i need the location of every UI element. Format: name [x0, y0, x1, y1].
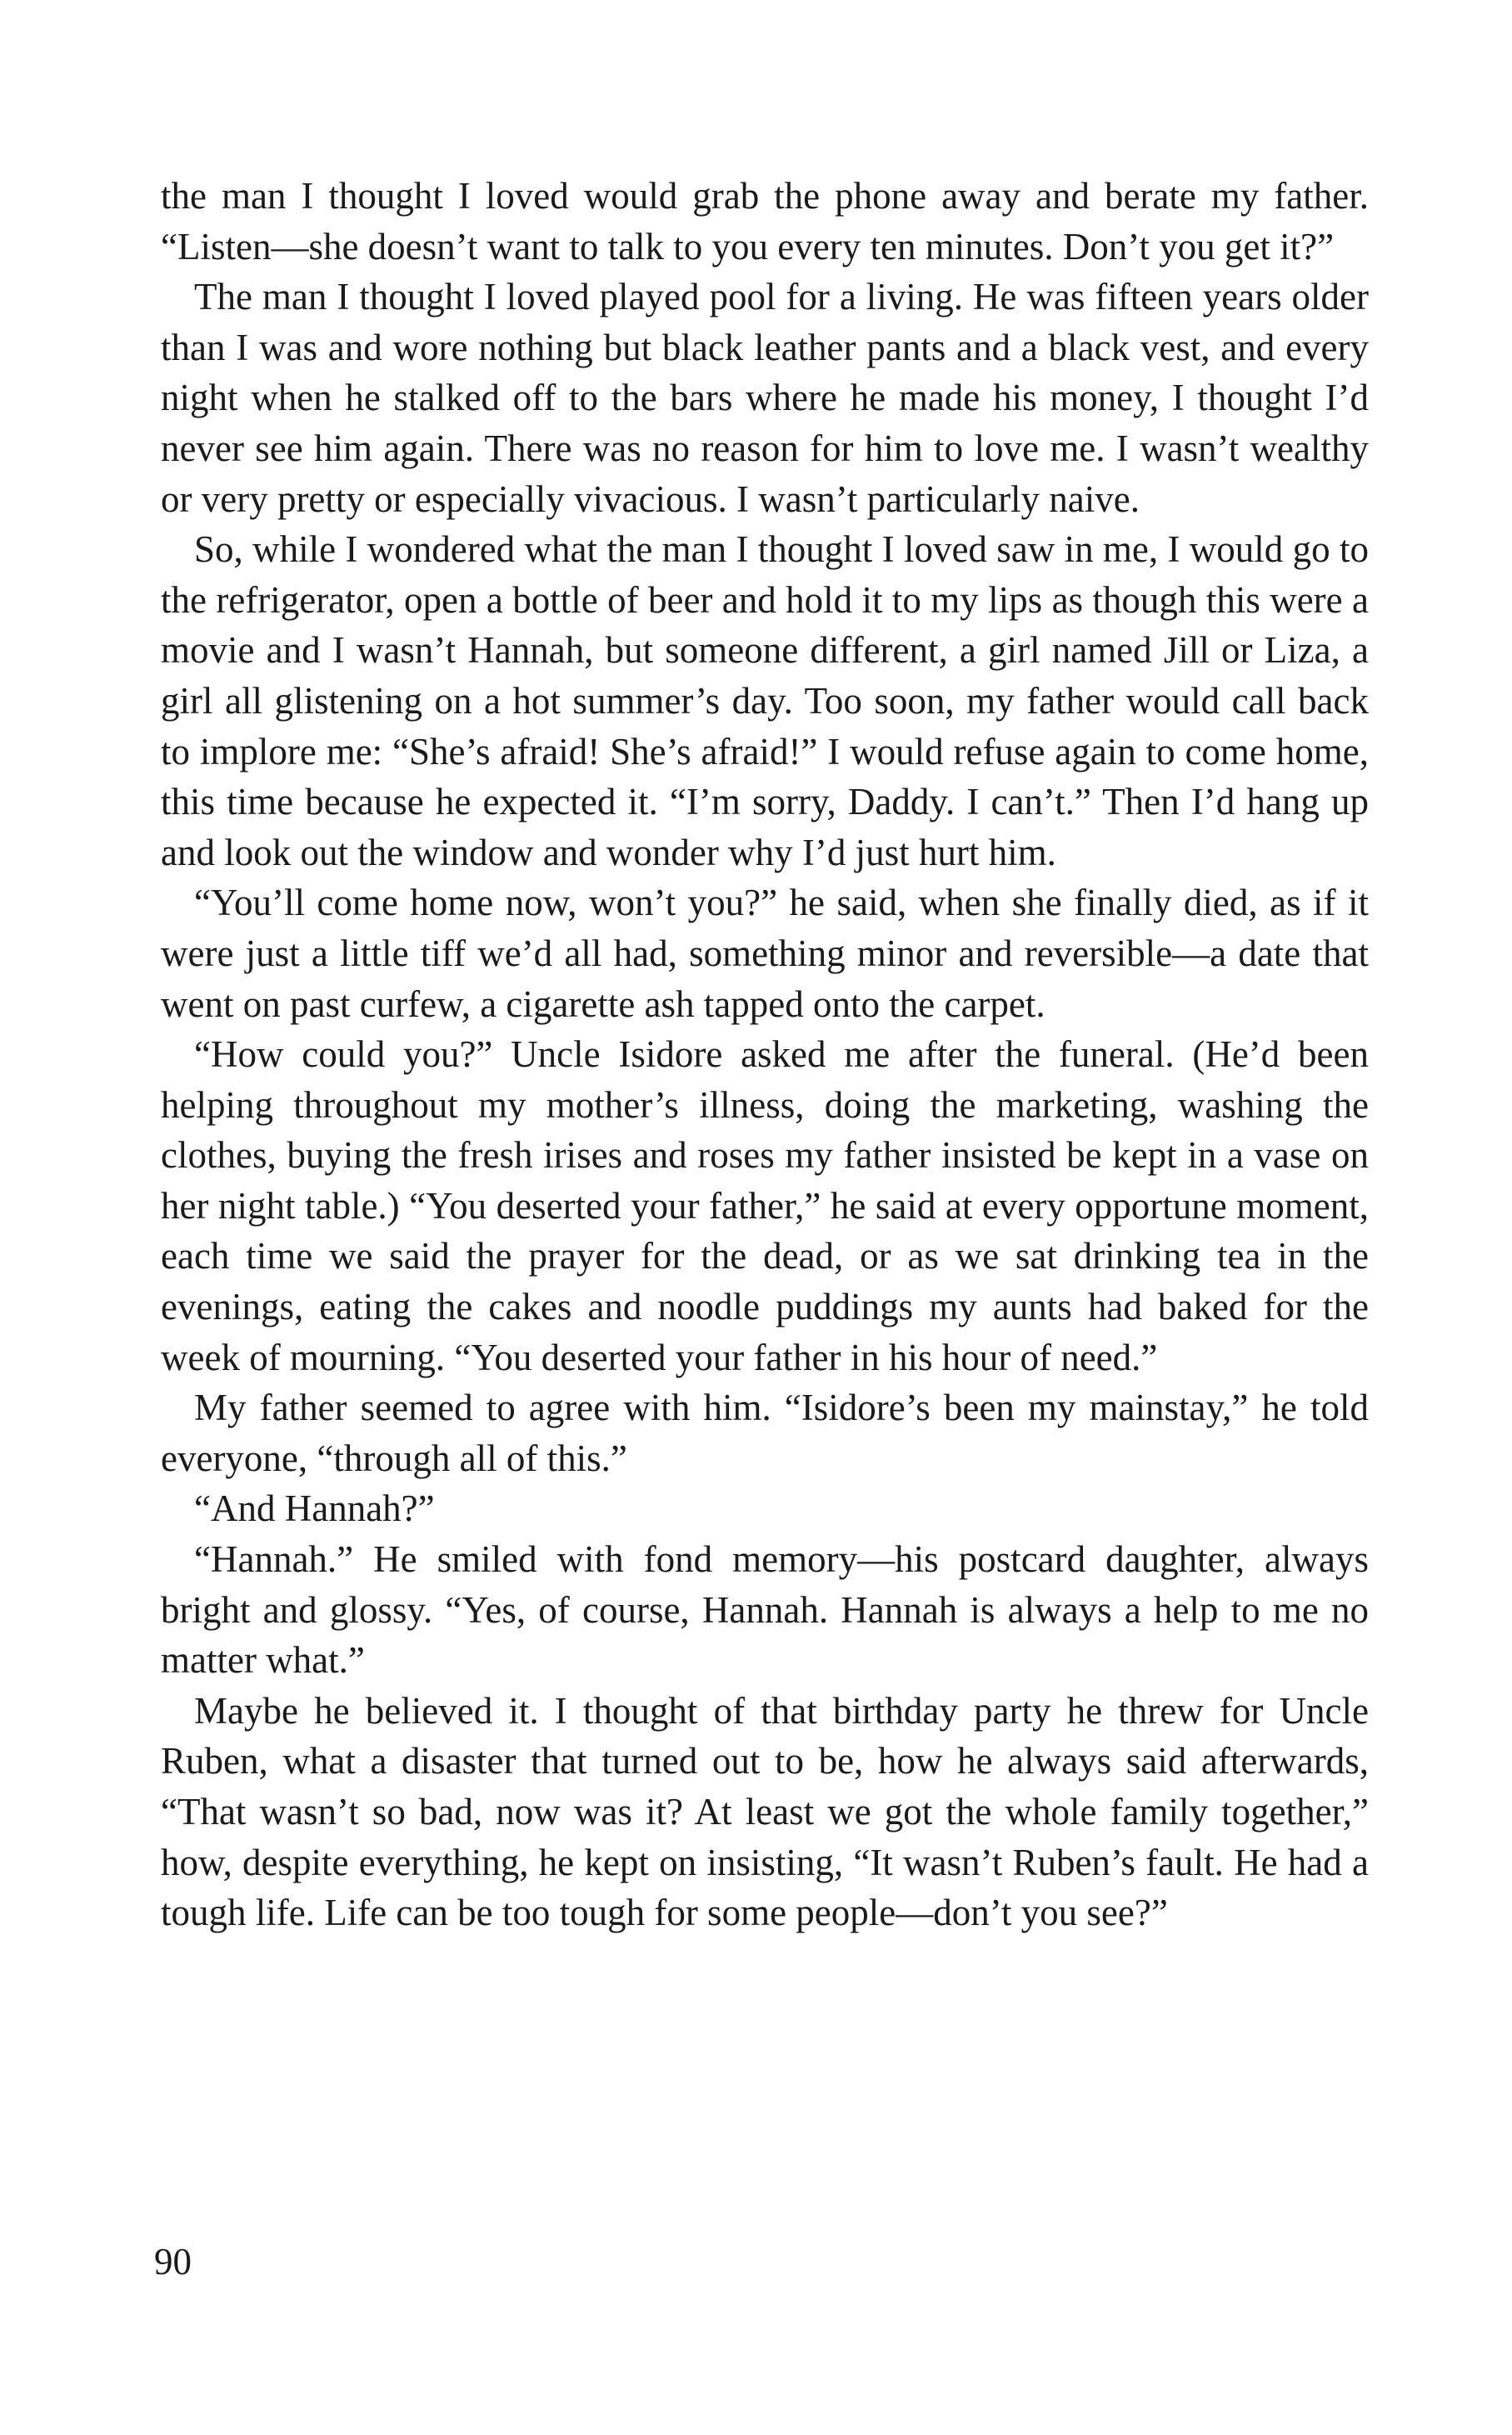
paragraph: the man I thought I loved would grab the phone away and berate my father. “Listen—she doesn’t want to talk to you every ten minutes. Don’t you get it?” [161, 175, 1369, 268]
paragraph: The man I thought I loved played pool for a living. He was fifteen years older than I was and wore nothing but black leather pants and a black vest, and every night when he stalked off to the bars where he made his money, I thought I’d never see him again. There was no reason for him to love me. I wasn’t wealthy or very pretty or especially vivacious. I wasn’t particularly naive. [161, 276, 1369, 520]
paragraph: So, while I wondered what the man I thought I loved saw in me, I would go to the refrigerator, open a bottle of beer and hold it to my lips as though this were a movie and I wasn’t Hannah, but someone different, a girl named Jill or Liza, a girl all glistening on a hot summer’s day. Too soon, my father would call back to implore me: “She’s afraid! She’s afraid!” I would refuse again to come home, this time because he expected it. “I’m sorry, Daddy. I can’t.” Then I’d hang up and look out the window and wonder why I’d just hurt him. [161, 528, 1369, 873]
page-number: 90 [154, 2241, 192, 2282]
paragraph: Maybe he believed it. I thought of that birthday party he threw for Uncle Ruben, what a disaster that turned out to be, how he always said afterwards, “That wasn’t so bad, now was it? At least we got the whole family together,” how, despite everything, he kept on insisting, “It wasn’t Ruben’s fault. He had a tough life. Life can be too tough for some people—don’t you see?” [161, 1689, 1369, 1934]
paragraph: “Hannah.” He smiled with fond memory—his postcard daughter, always bright and glossy. “Yes, of course, Hannah. Hannah is always a help to me no matter what.” [161, 1538, 1369, 1682]
paragraph: “And Hannah?” [194, 1488, 435, 1530]
paragraph: “You’ll come home now, won’t you?” he said, when she finally died, as if it were just a little tiff we’d all had, something minor and reversible—a date that went on past curfew, a cigarette ash tapped onto the carpet. [161, 882, 1369, 1025]
paragraph: “How could you?” Uncle Isidore asked me after the funeral. (He’d been helping throughout my mother’s illness, doing the marketing, washing the clothes, buying the fresh irises and roses my father insisted be kept in a vase on her night table.) “You deserted your father,” he said at every opportune moment, each time we said the prayer for the dead, or as we sat drinking tea in the evenings, eating the cakes and noodle puddings my aunts had baked for the week of mourning. “You deserted your father in his hour of need.” [161, 1033, 1369, 1378]
paragraph: My father seemed to agree with him. “Isidore’s been my mainstay,” he told everyone, “through all of this.” [161, 1387, 1369, 1479]
body-text [161, 171, 1369, 1938]
